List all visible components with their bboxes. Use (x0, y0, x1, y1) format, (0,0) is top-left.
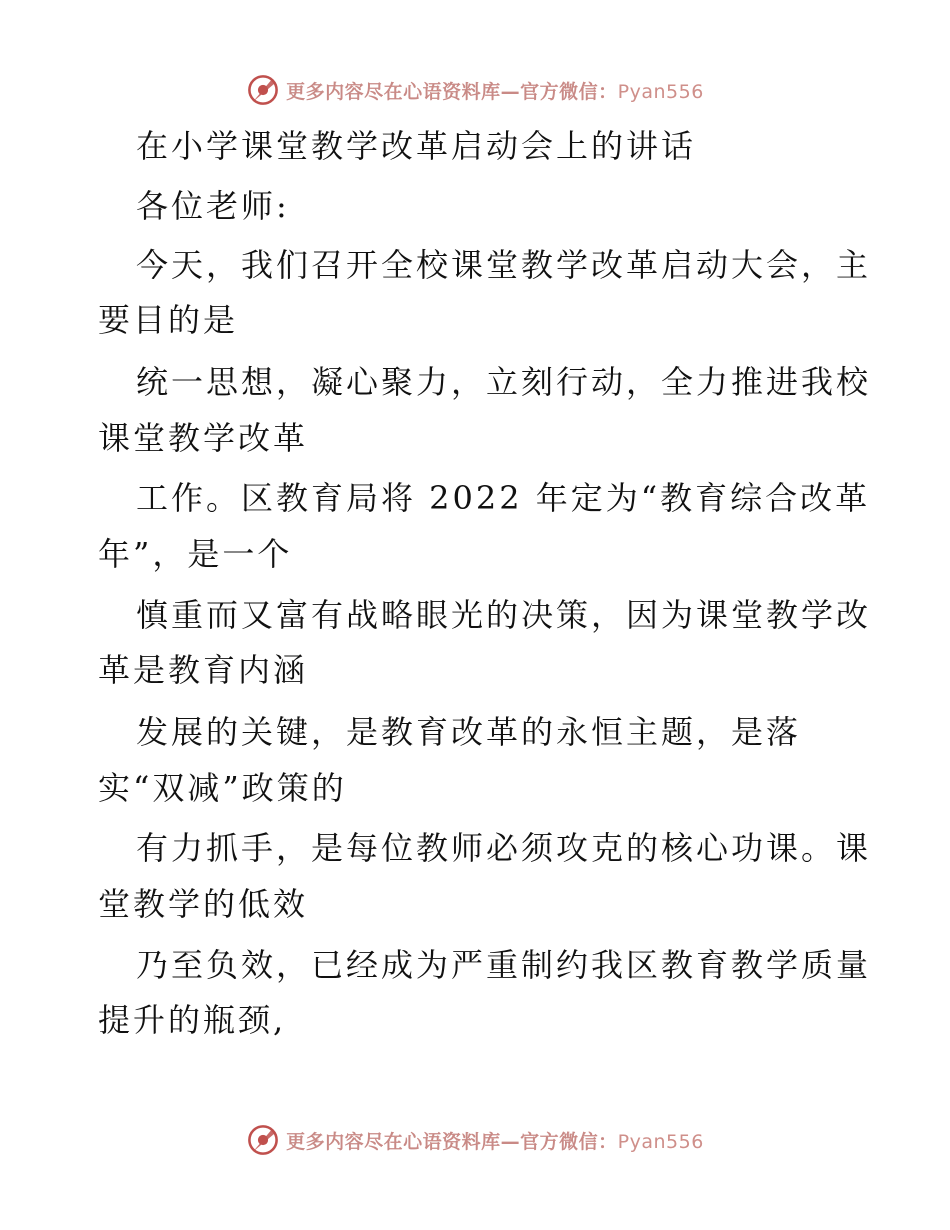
paragraph-line: 堂教学的低效 (98, 885, 309, 923)
paragraph-line: 慎重而又富有战略眼光的决策，因为课堂教学改 (136, 596, 872, 634)
paragraph-line: 发展的关键，是教育改革的永恒主题，是落 (136, 713, 802, 751)
watermark-text: 更多内容尽在心语资料库—官方微信：Pyan556 (286, 80, 704, 103)
paragraph-line: 有力抓手，是每位教师必须攻克的核心功课。课 (136, 829, 872, 867)
salutation: 各位老师: (136, 187, 290, 225)
quill-logo-icon (246, 1123, 280, 1157)
paragraph-line: 工作。区教育局将 2022 年定为“教育综合改革 (136, 479, 871, 517)
paragraph-line: 课堂教学改革 (98, 419, 309, 457)
paragraph-line: 要目的是 (98, 301, 239, 339)
footer-watermark (0, 1120, 950, 1160)
watermark-text: 更多内容尽在心语资料库—官方微信：Pyan556 (286, 1130, 704, 1153)
paragraph-line: 乃至负效，已经成为严重制约我区教育教学质量 (136, 946, 872, 984)
paragraph-line: 革是教育内涵 (98, 651, 309, 689)
watermark-wechat-id: Pyan556 (617, 80, 704, 103)
document-title: 在小学课堂教学改革启动会上的讲话 (136, 127, 697, 165)
quill-logo-icon (246, 73, 280, 107)
paragraph-line: 提升的瓶颈, (98, 1001, 287, 1039)
paragraph-line: 实“双减”政策的 (98, 769, 347, 807)
paragraph-line: 统一思想，凝心聚力，立刻行动，全力推进我校 (136, 363, 872, 401)
paragraph-line: 今天，我们召开全校课堂教学改革启动大会，主 (136, 246, 872, 284)
header-watermark (0, 70, 950, 110)
paragraph-line: 年”，是一个 (98, 535, 293, 573)
watermark-wechat-id: Pyan556 (617, 1130, 704, 1153)
